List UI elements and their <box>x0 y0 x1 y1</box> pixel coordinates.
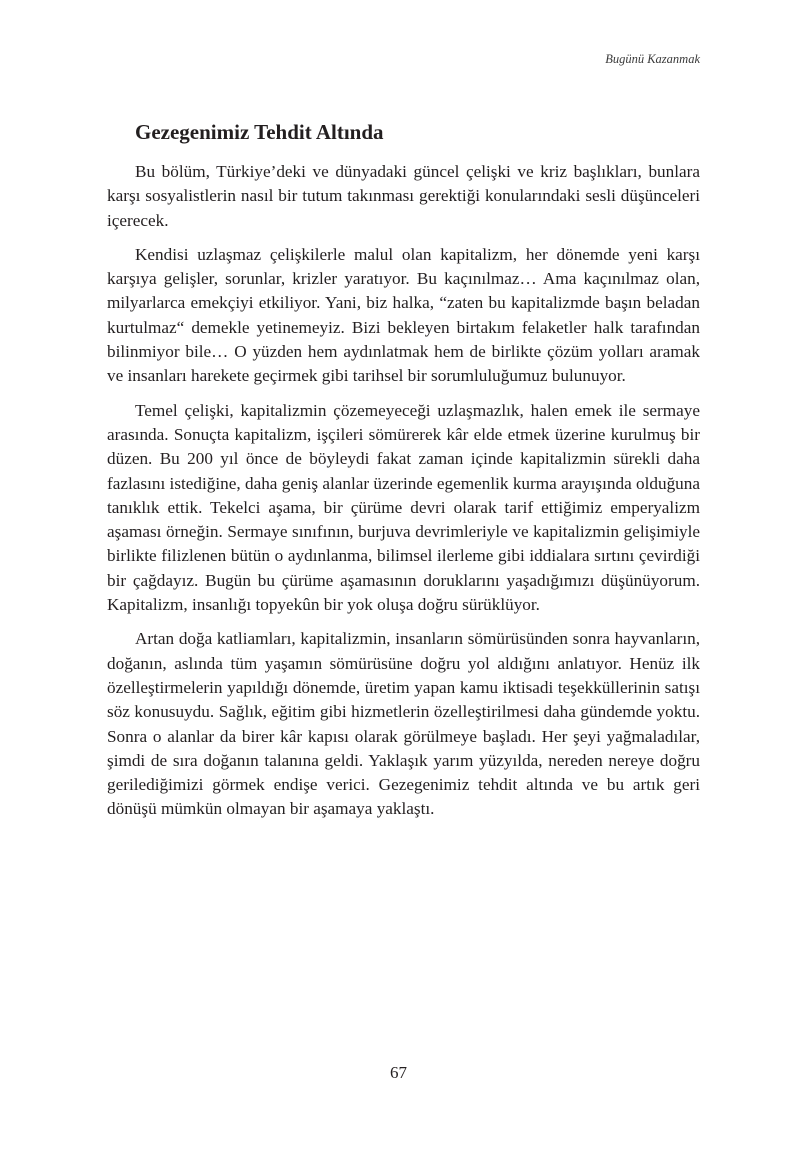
page-number: 67 <box>390 1063 407 1082</box>
section-title: Gezegenimiz Tehdit Altında <box>135 120 384 144</box>
paragraph-3: Temel çelişki, kapitalizmin çözemeyeceği uzlaşmazlık, halen emek ile sermaye arasında. Sonuçta kapitalizm, işçileri sömürerek kâr elde etmek üzerine kurulmuş bir düzen. Bu 200 yıl önce de böyleydi fakat zaman içinde kapitalizmin sürekli daha fazlasını istediğine, daha geniş alanlar üzerinde egemenlik kurma arayışında olduğuna tanıklık ettik. Tekelci aşama, bir çürüme devri olarak tarif ettiğimiz emperyalizm aşaması örneğin. Sermaye sınıfının, burjuva devrimleriyle ve kapitalizmin gelişimiyle birlikte filizlenen bütün o aydınlanma, bilimsel ilerleme gibi iddialara sırtını çevirdiği bir çağdayız. Bugün bu çürüme aşamasının doruklarını yaşadığımızı düşünüyorum. Kapitalizm, insanlığı topyekûn bir yok oluşa doğru sürüklüyor. <box>107 400 700 615</box>
paragraph-4: Artan doğa katliamları, kapitalizmin, insanların sömürüsünden sonra hayvanların, doğanın, aslında tüm yaşamın sömürüsüne doğru yol aldığını anlatıyor. Henüz ilk özelleştirmelerin yapıldığı dönemde, üretim yapan kamu iktisadi teşekküllerinin satışı söz konusuydu. Sağlık, eğitim gibi hizmetlerin özelleştirilmesi daha gündemde yoktu. Sonra o alanlar da birer kâr kapısı olarak görülmeye başladı. Her şeyi yağmaladılar, şimdi de sıra doğanın talanına geldi. Yaklaşık yarım yüzyılda, nereden nereye doğru gerilediğimizi görmek endişe verici. Gezegenimiz tehdit altında ve bu artık geri dönüşü mümkün olmayan bir aşamaya yaklaştı. <box>107 629 700 819</box>
paragraph-1: Bu bölüm, Türkiye’deki ve dünyadaki güncel çelişki ve kriz başlıkları, bunlara karşı sosyalistlerin nasıl bir tutum takınması gerektiği konularındaki sesli düşünceleri içerecek. <box>107 162 700 230</box>
paragraph-2: Kendisi uzlaşmaz çelişkilerle malul olan kapitalizm, her dönemde yeni karşı karşıya gelişler, sorunlar, krizler yaratıyor. Bu kaçınılmaz… Ama kaçınılmaz olan, milyarlarca emekçiyi etkiliyor. Yani, biz halka, “zaten bu kapitalizmde başın beladan kurtulmaz“ demekle yetinemeyiz. Bizi bekleyen birtakım felaketler halk tarafından bilinmiyor bile… O yüzden hem aydınlatmak hem de birlikte çözüm yolları aramak ve insanları harekete geçirmek gibi tarihsel bir sorumluluğumuz bulunuyor. <box>107 244 700 386</box>
page-body <box>107 114 700 832</box>
running-header: Bugünü Kazanmak <box>605 52 700 66</box>
